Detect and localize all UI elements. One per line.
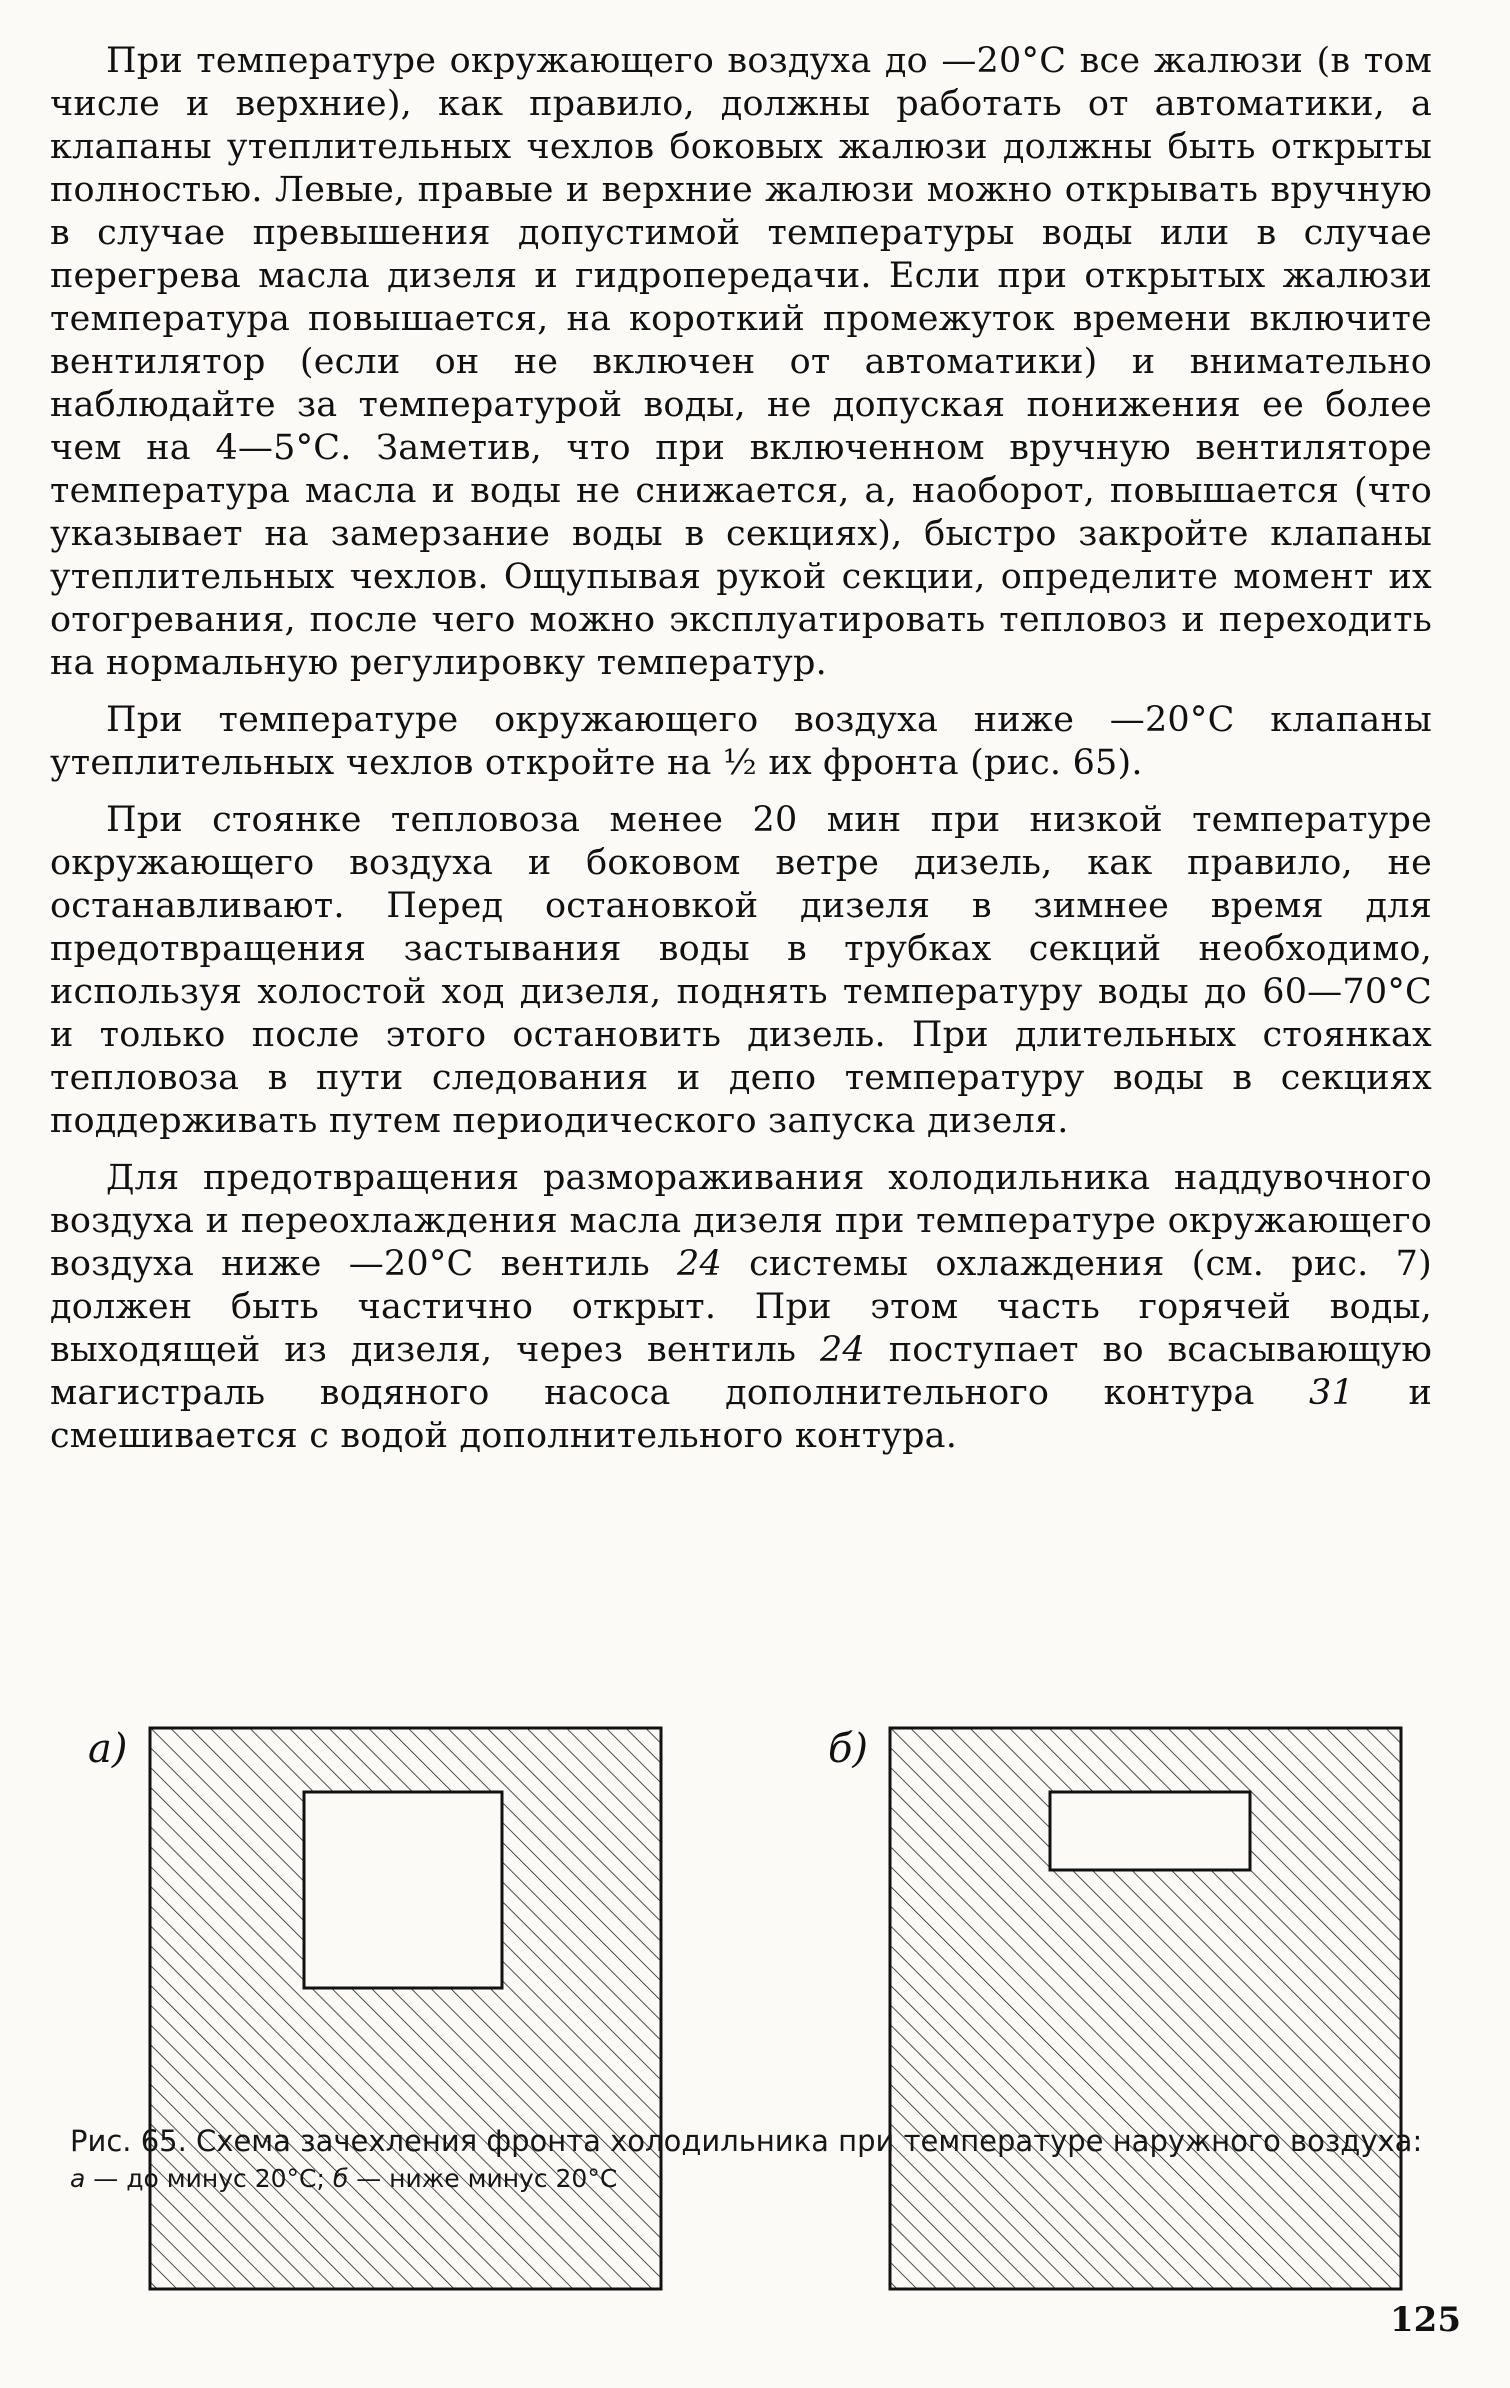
caption-title: Рис. 65. Схема зачехления фронта холодильника при температуре наружного воздуха:	[70, 2124, 1423, 2158]
radiator-front-diagram-b	[888, 1726, 1403, 2291]
figure-caption	[70, 2122, 1440, 2198]
paragraph-4	[50, 1157, 1432, 1458]
circuit-ref: 31	[1309, 1373, 1354, 1413]
panel-label-a: а)	[88, 1726, 128, 1772]
paragraph-4-part-2: системы охлаждения (см. рис. 7) должен быть частично открыт. При этом часть горячей воды, выходящей из дизеля, через вентиль	[50, 1244, 1433, 1370]
paragraph-4-part-1: Для предотвращения размораживания холодильника наддувочного воздуха и переохлаждения масла дизеля при температуре окружающего воздуха ниже —20°С вентиль	[50, 1158, 1432, 1284]
open-window-b	[1050, 1792, 1250, 1870]
valve-ref-1: 24	[677, 1244, 722, 1284]
figure-panel-b	[828, 1726, 1343, 2291]
paragraph-4-part-3: поступает во всасывающую магистраль водяного насоса дополнительного контура	[50, 1330, 1432, 1413]
radiator-front-diagram-a	[148, 1726, 663, 2291]
body-text	[50, 40, 1432, 1458]
page-number: 125	[1390, 2300, 1461, 2340]
figure-65	[88, 1726, 1428, 2296]
open-window-a	[304, 1792, 502, 1988]
caption-legend	[70, 2160, 1440, 2198]
valve-ref-2: 24	[819, 1330, 865, 1370]
panel-label-b: б)	[828, 1726, 869, 1772]
legend-key-a: а	[70, 2164, 86, 2193]
paragraph-1: При температуре окружающего воздуха до —20°С все жалюзи (в том числе и верхние), как правило, должны работать от автоматики, а клапаны утеплительных чехлов боковых жалюзи должны быть открыты полностью. Левые, правые и верхние жалюзи можно открывать вручную в случае превышения допустимой температуры воды или в случае перегрева масла дизеля и гидропередачи. Если при открытых жалюзи температура повышается, на короткий промежуток времени включите вентилятор (если он не включен от автоматики) и внимательно наблюдайте за температурой воды, не допуская понижения ее более чем на 4—5°С. Заметив, что при включенном вручную вентиляторе температура масла и воды не снижается, а, наоборот, повышается (что указывает на замерзание воды в секциях), быстро закройте клапаны утеплительных чехлов. Ощупывая рукой секции, определите момент их отогревания, после чего можно эксплуатировать тепловоз и переходить на нормальную регулировку температур.	[50, 41, 1432, 683]
paragraph-4-part-4: и смешивается с водой дополнительного контура.	[50, 1373, 1432, 1456]
legend-key-b: б	[332, 2164, 349, 2193]
legend-text-b: — ниже минус 20°С	[348, 2164, 618, 2193]
legend-text-a: — до минус 20°С;	[85, 2164, 333, 2193]
figure-panel-a	[88, 1726, 603, 2291]
paragraph-3: При стоянке тепловоза менее 20 мин при низкой температуре окружающего воздуха и боковом ветре дизель, как правило, не останавливают. Перед остановкой дизеля в зимнее время для предотвращения застывания воды в трубках секций необходимо, используя холостой ход дизеля, поднять температуру воды до 60—70°С и только после этого остановить дизель. При длительных стоянках тепловоза в пути следования и депо температуру воды в секциях поддерживать путем периодического запуска дизеля.	[50, 800, 1432, 1141]
paragraph-2: При температуре окружающего воздуха ниже —20°С клапаны утеплительных чехлов откройте на ½ их фронта (рис. 65).	[50, 700, 1432, 783]
